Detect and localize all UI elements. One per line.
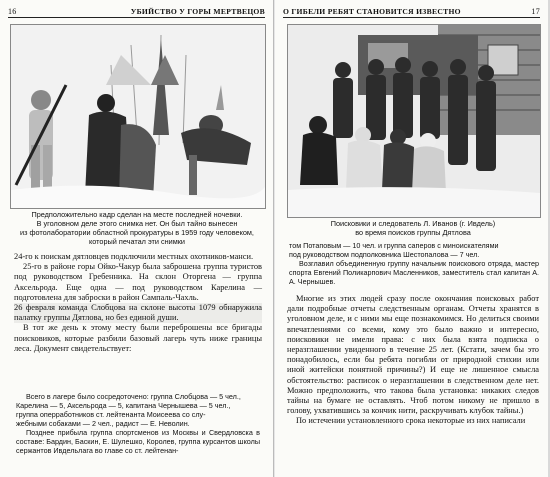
right-page [274, 0, 548, 477]
left-page [0, 0, 274, 477]
campsite-photo-illustration [11, 25, 265, 208]
caption-line: из фотолаборатории областной прокуратуры в 1959 году человеком, [20, 228, 254, 237]
quote-line: Карелина — 5, Аксельрода — 5, капитана Чернышева — 5 чел., [16, 401, 231, 410]
caption-line: который печатал эти снимки [88, 237, 185, 246]
left-photo-campsite [10, 24, 266, 209]
right-photo-searchers [287, 24, 541, 218]
right-page-number: 17 [531, 7, 540, 16]
left-running-title: УБИЙСТВО У ГОРЫ МЕРТВЕЦОВ [130, 7, 265, 16]
right-photo-caption [287, 219, 539, 237]
quote-line: Возглавил объединенную группу начальник поискового отряда, мастер спорта Евгений Поликарпович Масленников, заместитель стал капитан А. А. Чернышев. [289, 259, 539, 286]
quote-line: том Потаповым — 10 чел. и группа саперов с миноискателями [289, 241, 499, 250]
caption-line: во время поисков группы Дятлова [355, 228, 471, 237]
quote-line: под руководством подполковника Шестопалова — 7 чел. [289, 250, 480, 259]
paragraph: 24-го к поискам дятловцев подключили местных охотников-манси. [14, 252, 254, 261]
caption-line: Поисковики и следователь Л. Иванов (г. Ивдель) [330, 219, 496, 228]
left-body-text [14, 252, 262, 354]
caption-line: Предположительно кадр сделан на месте последней ночевки. [31, 210, 243, 219]
quote-line: Позднее прибыла группа спортсменов из Москвы и Свердловска в составе: Бардин, Баскин, Е. Шулешко, Королев, группа курсантов школы сержантов Ивдельлага во главе со ст. лейтенан- [16, 428, 260, 455]
quote-line: жебными собаками — 2 чел., радист — Е. Неволин. [16, 419, 190, 428]
quote-line: группа оперработников ст. лейтенанта Моисеева со слу- [16, 410, 206, 419]
left-photo-caption [12, 210, 262, 246]
caption-line: В уголовном деле этого снимка нет. Он был тайно вынесен [36, 219, 238, 228]
searchers-photo-illustration [288, 25, 540, 217]
paragraph: В тот же день к этому месту были переброшены все бригады поисковиков, которые разбили базовый лагерь чуть ниже границы леса. Документ свидетельствует: [14, 323, 262, 353]
quote-line: Всего в лагере было сосредоточено: группа Слобцова — 5 чел., [26, 392, 241, 401]
left-page-number: 16 [8, 7, 17, 16]
paragraph: 26 февраля команда Слобцова на склоне высоты 1079 обнаружила палатку группы Дятлова, но без единой души. [14, 303, 262, 323]
left-document-quote [16, 392, 260, 455]
right-page-header [283, 4, 540, 18]
paragraph: Многие из этих людей сразу после окончания поисковых работ дали подробные отчеты следственным органам. Отчеты хранятся в уголовном деле, и с ними мы еще познакомимся. Но делиться своими впечатлениями со всеми, кому это было важно и интересно, поисковики не имели права: с них была взята подписка о неразглашении увиденного в течение 25 лет. (Кстати, зачем бы это понадобилось, если бы ребята погибли от природной стихии или иной житейски понятной причины?) И еще не лишенное смысла обстоятельство: расписок о неразглашении в следственном деле нет. Можно предположить, что такова была установка: никаких следов тайны на бумаге не оставлять. Чтоб потом никому не пришло в голову, ухватившись за кончик нити, раскручивать клубок тайны.) [287, 294, 539, 416]
right-running-title: О ГИБЕЛИ РЕБЯТ СТАНОВИТСЯ ИЗВЕСТНО [283, 7, 461, 16]
left-page-header [8, 4, 265, 18]
right-document-quote [289, 241, 539, 286]
right-body-text [287, 294, 539, 427]
paragraph: По истечении установленного срока некоторые из них написали [296, 416, 526, 426]
paragraph: 25-го в районе горы Ойко-Чакур была заброшена группа туристов под руководством Гребенника. На склон Оторгена — группа Аксельрода. Еще одна — под руководством Карелина — подготовлена для заброски в район Сампаль-Чахль. [14, 262, 262, 302]
